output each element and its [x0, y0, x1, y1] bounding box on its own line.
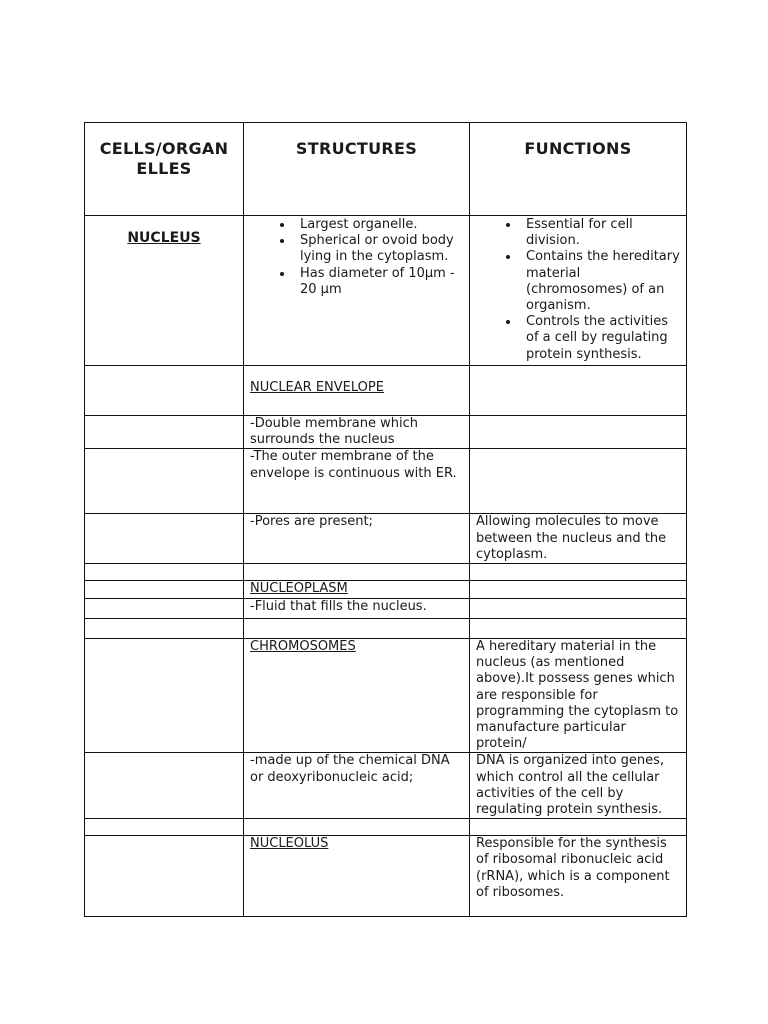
organelle-table: [84, 122, 687, 917]
table-row: [85, 599, 687, 619]
double-membrane-text: -Double membrane which surrounds the nucleus: [244, 416, 470, 449]
chromosomes-function-text: A hereditary material in the nucleus (as mentioned above).It possess genes which are responsible for programming the cytoplasm to manufacture particular protein/: [470, 639, 687, 753]
chromosomes-title: CHROMOSOMES: [250, 639, 356, 655]
table-row-empty: [85, 819, 687, 836]
pores-function-text: Allowing molecules to move between the nucleus and the cytoplasm.: [470, 514, 687, 564]
table-row: [85, 753, 687, 819]
table-row: [85, 366, 687, 416]
nucleus-structures-list: [250, 217, 463, 298]
header-row: [85, 123, 687, 216]
nuclear-envelope-title: NUCLEAR ENVELOPE: [250, 380, 384, 395]
dna-function-text: DNA is organized into genes, which control all the cellular activities of the cell by regulating protein synthesis.: [470, 753, 687, 819]
nucleus-structures-cell: [244, 216, 470, 366]
list-item: • Controls the activities of a cell by regulating protein synthesis.: [520, 314, 680, 363]
table-row-empty: [85, 564, 687, 581]
header-structures: STRUCTURES: [244, 123, 470, 216]
nucleolus-function-text: Responsible for the synthesis of ribosomal ribonucleic acid (rRNA), which is a component of ribosomes.: [470, 836, 687, 917]
table-row-empty: [85, 619, 687, 639]
pores-text: -Pores are present;: [244, 514, 470, 564]
list-item: • Spherical or ovoid body lying in the cytoplasm.: [294, 233, 463, 265]
header-cells-organelles: CELLS/ORGAN ELLES: [85, 123, 244, 216]
table-row: [85, 514, 687, 564]
nucleus-label: NUCLEUS: [127, 230, 201, 246]
table-row: [85, 416, 687, 449]
table-row: [85, 639, 687, 753]
table-row: [85, 581, 687, 599]
table-row-nucleus: [85, 216, 687, 366]
table-row: [85, 449, 687, 514]
list-item: • Largest organelle.: [294, 217, 463, 233]
nucleus-functions-list: [476, 217, 680, 363]
list-item: • Essential for cell division.: [520, 217, 680, 249]
nucleus-cell: [85, 216, 244, 366]
nucleus-functions-cell: [470, 216, 687, 366]
list-item: • Contains the hereditary material (chromosomes) of an organism.: [520, 249, 680, 314]
table-row: [85, 836, 687, 917]
dna-text: -made up of the chemical DNA or deoxyribonucleic acid;: [244, 753, 470, 819]
outer-membrane-text: -The outer membrane of the envelope is continuous with ER.: [244, 449, 470, 514]
nucleolus-title: NUCLEOLUS: [250, 836, 329, 852]
nucleoplasm-desc: -Fluid that fills the nucleus.: [244, 599, 470, 619]
nucleoplasm-title: NUCLEOPLASM: [250, 581, 348, 597]
list-item: • Has diameter of 10μm - 20 μm: [294, 266, 463, 298]
header-functions: FUNCTIONS: [470, 123, 687, 216]
